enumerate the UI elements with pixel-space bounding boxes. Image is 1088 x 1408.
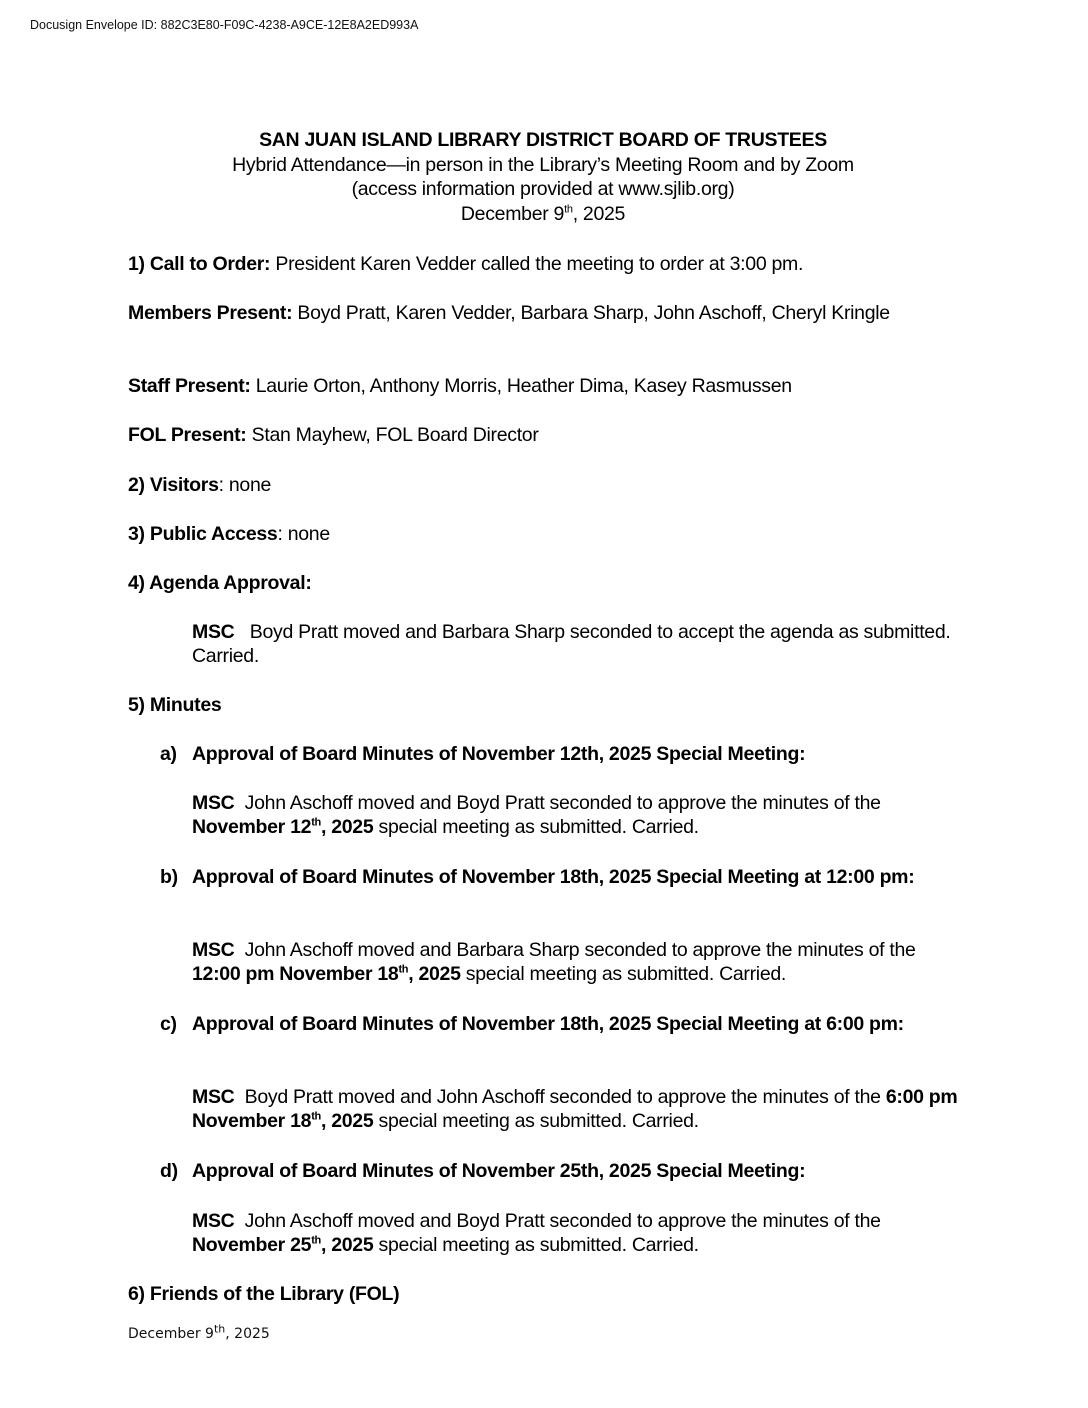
access-info: (access information provided at www.sjlib.org)	[351, 178, 735, 200]
agenda-approval-heading: 4) Agenda Approval:	[128, 572, 312, 594]
minutes-heading: 5) Minutes	[128, 694, 222, 716]
call-to-order: 1) Call to Order: President Karen Vedder called the meeting to order at 3:00 pm.	[128, 253, 804, 275]
minutes-item-c-motion: MSC Boyd Pratt moved and John Aschoff seconded to approve the minutes of the 6:00 pm November 18th, 2025 special meeting as submitted. Carried.	[192, 1086, 958, 1132]
minutes-item-a-title: a) Approval of Board Minutes of November 12th, 2025 Special Meeting:	[160, 743, 806, 765]
meeting-date: December 9th, 2025	[460, 202, 626, 225]
minutes-item-b-motion: MSC John Aschoff moved and Barbara Sharp seconded to approve the minutes of the 12:00 pm November 18th, 2025 special meeting as submitted. Carried.	[192, 939, 921, 985]
minutes-item-b-title: b) Approval of Board Minutes of November 18th, 2025 Special Meeting at 12:00 pm:	[160, 866, 915, 888]
minutes-item-d-motion: MSC John Aschoff moved and Boyd Pratt seconded to approve the minutes of the November 25th, 2025 special meeting as submitted. Carried.	[192, 1210, 886, 1256]
docusign-envelope-id: Docusign Envelope ID: 882C3E80-F09C-4238-A9CE-12E8A2ED993A	[30, 18, 419, 32]
visitors: 2) Visitors: none	[128, 474, 272, 496]
members-present: Members Present: Boyd Pratt, Karen Vedder, Barbara Sharp, John Aschoff, Cheryl Kringle	[128, 302, 890, 324]
minutes-item-d-title: d) Approval of Board Minutes of November 25th, 2025 Special Meeting:	[160, 1160, 806, 1182]
document-title: SAN JUAN ISLAND LIBRARY DISTRICT BOARD OF TRUSTEES	[259, 129, 827, 151]
friends-of-library-heading: 6) Friends of the Library (FOL)	[128, 1283, 400, 1305]
minutes-item-a-motion: MSC John Aschoff moved and Boyd Pratt seconded to approve the minutes of the November 12th, 2025 special meeting as submitted. Carried.	[192, 792, 886, 838]
public-access: 3) Public Access: none	[128, 523, 330, 545]
staff-present: Staff Present: Laurie Orton, Anthony Morris, Heather Dima, Kasey Rasmussen	[128, 375, 792, 397]
attendance-note: Hybrid Attendance—in person in the Library’s Meeting Room and by Zoom	[232, 153, 854, 176]
minutes-item-c-title: c) Approval of Board Minutes of November 18th, 2025 Special Meeting at 6:00 pm:	[160, 1013, 904, 1035]
document-header	[128, 128, 958, 226]
fol-present: FOL Present: Stan Mayhew, FOL Board Director	[128, 424, 539, 446]
page-footer-date: December 9th, 2025	[128, 1322, 270, 1342]
agenda-approval-motion: MSC Boyd Pratt moved and Barbara Sharp seconded to accept the agenda as submitted. Carried.	[192, 621, 956, 667]
